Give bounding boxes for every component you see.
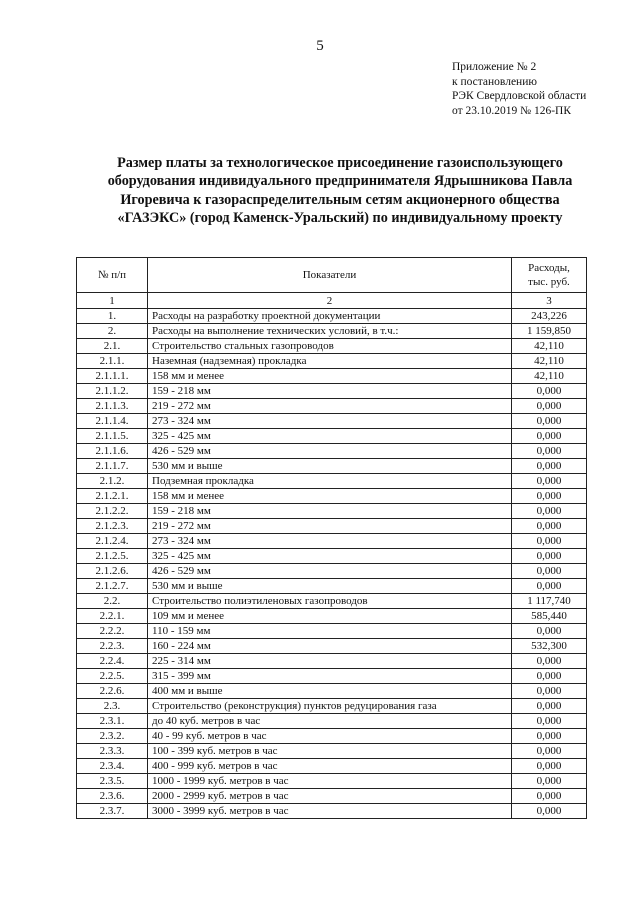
row-num: 1. — [77, 309, 148, 324]
table-row — [77, 429, 587, 444]
table-row — [77, 714, 587, 729]
row-num: 2.3.4. — [77, 759, 148, 774]
row-num: 2.1.2.6. — [77, 564, 148, 579]
row-indicator: 110 - 159 мм — [148, 624, 512, 639]
table-row — [77, 789, 587, 804]
row-indicator: 530 мм и выше — [148, 579, 512, 594]
row-value: 0,000 — [512, 564, 587, 579]
table-row — [77, 534, 587, 549]
row-value: 0,000 — [512, 579, 587, 594]
row-num: 2.1.2.4. — [77, 534, 148, 549]
header-indicator: Показатели — [148, 258, 512, 293]
table-row — [77, 354, 587, 369]
row-indicator: 273 - 324 мм — [148, 534, 512, 549]
row-value: 532,300 — [512, 639, 587, 654]
row-num: 2.2.2. — [77, 624, 148, 639]
page-number: 5 — [316, 38, 324, 54]
row-value: 243,226 — [512, 309, 587, 324]
table-row — [77, 414, 587, 429]
fee-table — [76, 257, 587, 819]
table-row — [77, 609, 587, 624]
table-row — [77, 324, 587, 339]
header-cost-line: тыс. руб. — [528, 276, 570, 288]
row-indicator: Подземная прокладка — [148, 474, 512, 489]
table-row — [77, 384, 587, 399]
row-num: 2.1.2. — [77, 474, 148, 489]
row-indicator: 158 мм и менее — [148, 489, 512, 504]
row-indicator: 325 - 425 мм — [148, 429, 512, 444]
row-indicator: 400 мм и выше — [148, 684, 512, 699]
table-row — [77, 594, 587, 609]
table-header-row — [77, 258, 587, 293]
table-row — [77, 759, 587, 774]
appendix-line: РЭК Свердловской области — [452, 90, 587, 102]
table-row — [77, 489, 587, 504]
row-num: 2.1.2.2. — [77, 504, 148, 519]
row-value: 0,000 — [512, 444, 587, 459]
row-indicator: 100 - 399 куб. метров в час — [148, 744, 512, 759]
row-value: 0,000 — [512, 804, 587, 819]
row-indicator: Строительство полиэтиленовых газопроводов — [148, 594, 512, 609]
row-value: 0,000 — [512, 459, 587, 474]
row-num: 2.3.3. — [77, 744, 148, 759]
row-value: 0,000 — [512, 699, 587, 714]
row-num: 2.2.1. — [77, 609, 148, 624]
title-line: Размер платы за технологическое присоединение газоиспользующего — [117, 155, 563, 171]
header-cost — [512, 258, 587, 293]
row-indicator: 426 - 529 мм — [148, 444, 512, 459]
row-num: 2.3.7. — [77, 804, 148, 819]
row-indicator: 40 - 99 куб. метров в час — [148, 729, 512, 744]
row-value: 0,000 — [512, 684, 587, 699]
index-cell: 2 — [148, 293, 512, 309]
row-value: 0,000 — [512, 534, 587, 549]
row-value: 0,000 — [512, 654, 587, 669]
row-indicator: 1000 - 1999 куб. метров в час — [148, 774, 512, 789]
row-num: 2.1.2.7. — [77, 579, 148, 594]
table-row — [77, 399, 587, 414]
row-indicator: 530 мм и выше — [148, 459, 512, 474]
title-line: оборудования индивидуального предпринимателя Ядрышникова Павла — [107, 173, 573, 190]
row-value: 0,000 — [512, 519, 587, 534]
row-value: 0,000 — [512, 729, 587, 744]
table-row — [77, 669, 587, 684]
row-indicator: 158 мм и менее — [148, 369, 512, 384]
table-row — [77, 579, 587, 594]
appendix-line: от 23.10.2019 № 126-ПК — [452, 104, 572, 117]
table-row — [77, 624, 587, 639]
row-value: 0,000 — [512, 414, 587, 429]
row-indicator: Наземная (надземная) прокладка — [148, 354, 512, 369]
row-indicator: 219 - 272 мм — [148, 399, 512, 414]
row-value: 1 159,850 — [512, 324, 587, 339]
index-cell: 3 — [512, 293, 587, 309]
row-num: 2.1.1.7. — [77, 459, 148, 474]
row-indicator: 400 - 999 куб. метров в час — [148, 759, 512, 774]
row-num: 2.1.2.5. — [77, 549, 148, 564]
row-num: 2.3.1. — [77, 714, 148, 729]
row-indicator: 219 - 272 мм — [148, 519, 512, 534]
title-line: Игоревича к газораспределительным сетям акционерного общества — [120, 191, 560, 208]
row-num: 2.3.6. — [77, 789, 148, 804]
table-row — [77, 474, 587, 489]
row-value: 585,440 — [512, 609, 587, 624]
row-value: 0,000 — [512, 489, 587, 504]
table-row — [77, 564, 587, 579]
row-value: 0,000 — [512, 759, 587, 774]
row-value: 0,000 — [512, 789, 587, 804]
row-value: 0,000 — [512, 714, 587, 729]
row-value: 42,110 — [512, 339, 587, 354]
row-num: 2.3.5. — [77, 774, 148, 789]
row-value: 0,000 — [512, 744, 587, 759]
appendix-line: Приложение № 2 — [452, 61, 537, 73]
title-line: «ГАЗЭКС» (город Каменск-Уральский) по индивидуальному проекту — [117, 209, 563, 226]
row-value: 0,000 — [512, 624, 587, 639]
table-row — [77, 519, 587, 534]
row-num: 2.1.1.6. — [77, 444, 148, 459]
row-indicator: 426 - 529 мм — [148, 564, 512, 579]
index-cell: 1 — [77, 293, 148, 309]
table-row — [77, 774, 587, 789]
table-index-row — [77, 293, 587, 309]
row-value: 0,000 — [512, 474, 587, 489]
row-num: 2.3. — [77, 699, 148, 714]
row-value: 0,000 — [512, 384, 587, 399]
row-indicator: Расходы на разработку проектной документации — [148, 309, 512, 324]
row-num: 2.3.2. — [77, 729, 148, 744]
table-row — [77, 729, 587, 744]
row-indicator: 3000 - 3999 куб. метров в час — [148, 804, 512, 819]
row-num: 2.1. — [77, 339, 148, 354]
row-indicator: Строительство стальных газопроводов — [148, 339, 512, 354]
row-indicator: 315 - 399 мм — [148, 669, 512, 684]
row-num: 2.1.2.1. — [77, 489, 148, 504]
header-num: № п/п — [77, 258, 148, 293]
row-indicator: 2000 - 2999 куб. метров в час — [148, 789, 512, 804]
row-value: 0,000 — [512, 774, 587, 789]
row-indicator: 109 мм и менее — [148, 609, 512, 624]
row-num: 2.2.5. — [77, 669, 148, 684]
header-cost-line: Расходы, — [528, 262, 570, 274]
row-indicator: 273 - 324 мм — [148, 414, 512, 429]
table-row — [77, 654, 587, 669]
row-indicator: 325 - 425 мм — [148, 549, 512, 564]
row-value: 0,000 — [512, 669, 587, 684]
row-value: 1 117,740 — [512, 594, 587, 609]
row-indicator: Строительство (реконструкция) пунктов редуцирования газа — [148, 699, 512, 714]
table-row — [77, 744, 587, 759]
table-row — [77, 309, 587, 324]
table-row — [77, 684, 587, 699]
table-row — [77, 339, 587, 354]
row-value: 42,110 — [512, 354, 587, 369]
row-indicator: 160 - 224 мм — [148, 639, 512, 654]
row-indicator: до 40 куб. метров в час — [148, 714, 512, 729]
row-num: 2.1.1.2. — [77, 384, 148, 399]
table-row — [77, 699, 587, 714]
row-value: 0,000 — [512, 429, 587, 444]
document-title — [70, 154, 610, 227]
row-value: 42,110 — [512, 369, 587, 384]
row-value: 0,000 — [512, 549, 587, 564]
row-num: 2.1.1.1. — [77, 369, 148, 384]
row-value: 0,000 — [512, 399, 587, 414]
row-num: 2.1.2.3. — [77, 519, 148, 534]
row-num: 2. — [77, 324, 148, 339]
row-num: 2.1.1.4. — [77, 414, 148, 429]
row-indicator: 225 - 314 мм — [148, 654, 512, 669]
table-row — [77, 444, 587, 459]
row-indicator: Расходы на выполнение технических условий, в т.ч.: — [148, 324, 512, 339]
table-row — [77, 639, 587, 654]
row-num: 2.1.1. — [77, 354, 148, 369]
row-value: 0,000 — [512, 504, 587, 519]
table-row — [77, 369, 587, 384]
appendix-block — [452, 60, 586, 118]
row-indicator: 159 - 218 мм — [148, 384, 512, 399]
row-num: 2.1.1.5. — [77, 429, 148, 444]
row-num: 2.2.3. — [77, 639, 148, 654]
table-row — [77, 459, 587, 474]
table-row — [77, 504, 587, 519]
row-num: 2.2. — [77, 594, 148, 609]
table-row — [77, 549, 587, 564]
row-num: 2.1.1.3. — [77, 399, 148, 414]
row-num: 2.2.4. — [77, 654, 148, 669]
row-num: 2.2.6. — [77, 684, 148, 699]
table-row — [77, 804, 587, 819]
row-indicator: 159 - 218 мм — [148, 504, 512, 519]
appendix-line: к постановлению — [452, 75, 537, 88]
